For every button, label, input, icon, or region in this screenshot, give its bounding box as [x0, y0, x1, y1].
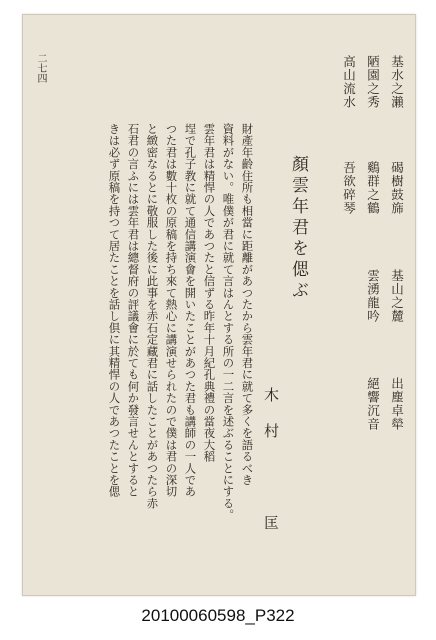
author-given-name: 村 [262, 423, 280, 438]
body-line: きは必ず原稿を持つて居たことを話し倶に其精悍の人であつたことを偲 [107, 123, 122, 498]
body-line: 財產年齡住所も相當に距離があつたから雲年君に就て多くを語るべき [240, 123, 255, 486]
image-caption: 20100060598_P322 [141, 606, 295, 625]
poem-phrase: 碣樹鼓旆 [389, 161, 405, 215]
body-line: 石君の言ふには雲年君は總督府の評議會に於ても何か發言せんとすると [126, 123, 141, 498]
page-number: 二七四 [35, 53, 46, 83]
poem-phrase: 基山之麓 [389, 269, 405, 323]
poem-phrase: 出塵卓犖 [389, 377, 405, 431]
book-page [22, 14, 416, 596]
poem-phrase: 絕響沉音 [365, 377, 381, 431]
body-line: と緻密なるとに敬服した後に此事を赤石定藏君に話したことがあつたら赤 [145, 123, 160, 510]
poem-phrase: 鷄群之鶴 [365, 161, 381, 215]
author-surname: 木 [262, 387, 280, 402]
poem-phrase: 吾欲碎琴 [341, 161, 357, 215]
poem-phrase: 雲湧龍吟 [365, 269, 381, 323]
poem-phrase: 基水之瀨 [389, 55, 405, 109]
poem-phrase: 陋園之秀 [365, 55, 381, 109]
body-line: 資料がない。唯僕が君に就て言はんとする所の一二言を述ぶることにする。 [221, 123, 236, 521]
body-line: つた君は數十枚の原稿を持ち來て熱心に講演せられたので僕は君の深切 [164, 123, 179, 498]
essay-title: 顏雲年君を偲ぶ [288, 155, 308, 302]
poem-phrase: 高山流水 [341, 55, 357, 109]
author-given-name: 匡 [262, 515, 280, 530]
body-line: 雲年君は精悍の人であつたと信ずる昨年十月紀孔典禮の當夜大稻 [202, 123, 217, 463]
body-line: 埕で孔子教に就て通信講演會を開いたことがあつた君も講師の一人であ [183, 123, 198, 498]
